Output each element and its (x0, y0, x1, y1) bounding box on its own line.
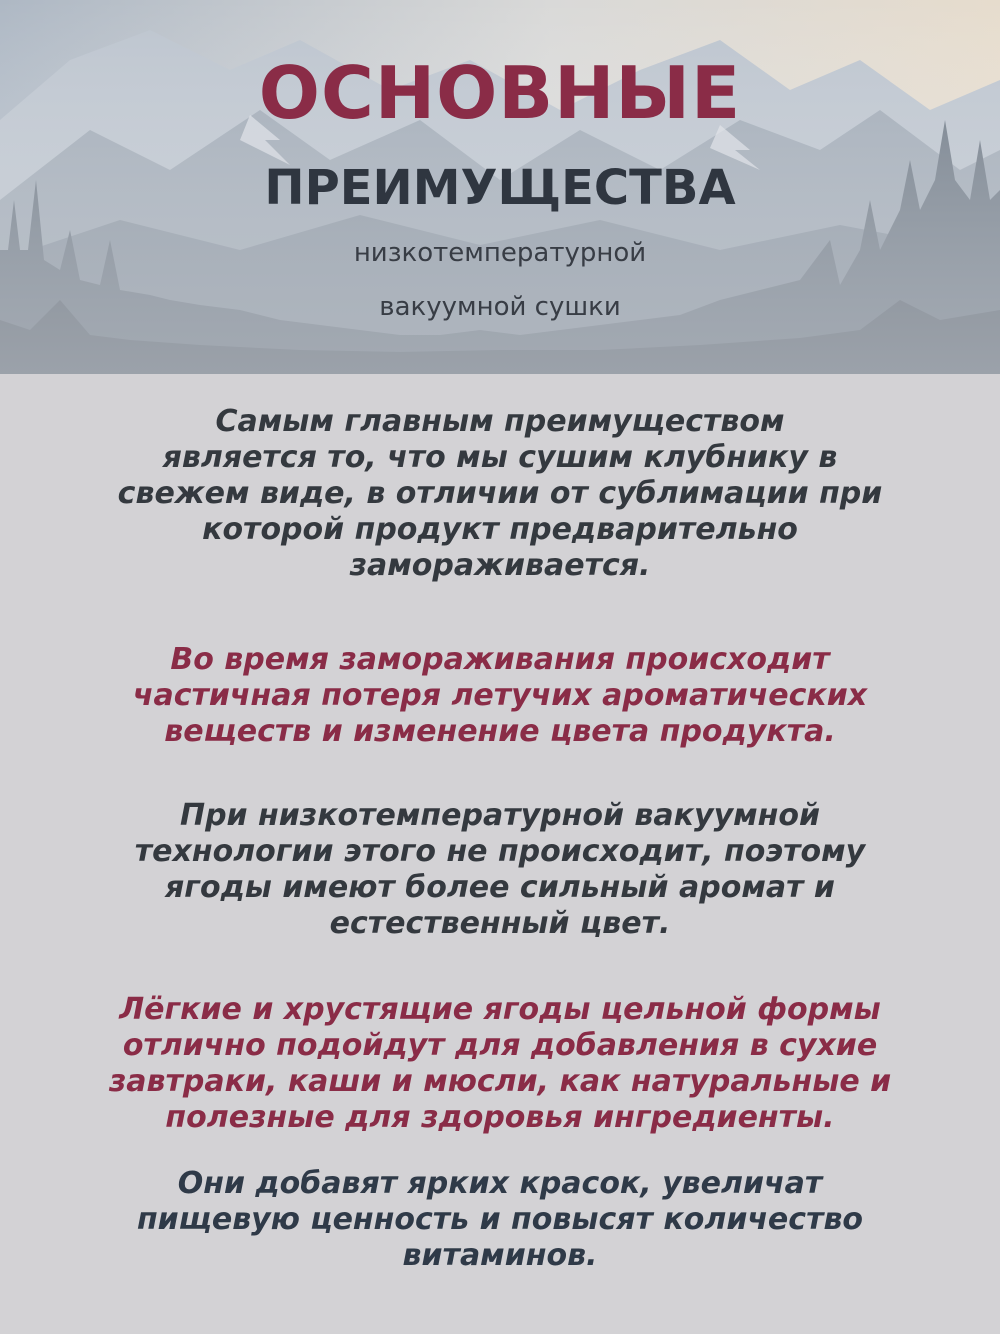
title-line4: вакуумной сушки (379, 292, 621, 322)
paragraph-line: является то, что мы сушим клубнику в (162, 440, 838, 475)
paragraph-3 (60, 798, 940, 942)
paragraph-line: свежем виде, в отличии от сублимации при (117, 476, 883, 511)
paragraph-line: частичная потеря летучих ароматических (132, 678, 868, 713)
paragraph-line: технологии этого не происходит, поэтому (134, 834, 866, 869)
paragraph-line: веществ и изменение цвета продукта. (164, 714, 836, 749)
paragraph-2 (60, 642, 940, 750)
content-area (0, 374, 1000, 1334)
paragraph-line: замораживается. (349, 548, 651, 583)
header-banner (0, 0, 1000, 374)
title-main: ОСНОВНЫЕ (258, 51, 742, 135)
paragraph-line: отлично подойдут для добавления в сухие (122, 1028, 878, 1063)
paragraph-line: Во время замораживания происходит (170, 642, 830, 677)
paragraph-line: ягоды имеют более сильный аромат и (165, 870, 835, 905)
paragraph-line: Они добавят ярких красок, увеличат (177, 1166, 823, 1201)
title-line3: низкотемпературной (353, 238, 647, 268)
paragraph-line: естественный цвет. (329, 906, 671, 941)
paragraph-5 (60, 1166, 940, 1274)
paragraph-line: Лёгкие и хрустящие ягоды цельной формы (119, 992, 881, 1027)
paragraph-1 (60, 404, 940, 584)
paragraph-line: Самым главным преимуществом (215, 404, 785, 439)
paragraph-line: пищевую ценность и повысят количество (136, 1202, 864, 1237)
paragraph-4 (60, 992, 940, 1136)
paragraph-line: витаминов. (402, 1238, 598, 1273)
paragraph-line: завтраки, каши и мюсли, как натуральные и (108, 1064, 892, 1099)
paragraph-line: При низкотемпературной вакуумной (179, 798, 821, 833)
paragraph-line: которой продукт предварительно (202, 512, 798, 547)
title-sub: ПРЕИМУЩЕСТВА (264, 160, 736, 216)
paragraph-line: полезные для здоровья ингредиенты. (165, 1100, 835, 1135)
